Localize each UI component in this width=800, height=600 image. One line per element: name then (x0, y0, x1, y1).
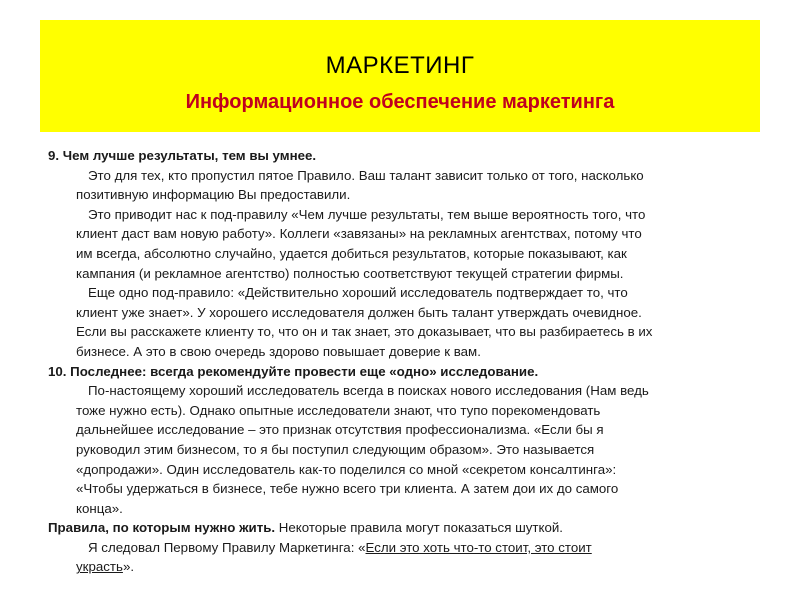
rule9-text-line: клиент уже знает». У хорошего исследователя должен быть талант утверждать очевидное. (76, 304, 642, 320)
rules-prefix: Я следовал Первому Правилу Маркетинга: « (88, 539, 366, 555)
rule9-text-line: им всегда, абсолютно случайно, удается добиться результатов, которые показывают, как (76, 245, 627, 261)
rule10-text-line: руководил этим бизнесом, то я бы поступил следующим образом». Это называется (76, 441, 595, 457)
rules-text-line (48, 538, 760, 558)
rule10-text-line: «Чтобы удержаться в бизнесе, тебе нужно всего три клиента. А затем дои их до самого (76, 481, 619, 497)
rule10-text-line: По-настоящему хороший исследователь всегда в поисках нового исследования (Нам ведь (88, 383, 649, 399)
rule9-text-line: Это для тех, кто пропустил пятое Правило. Ваш талант зависит только от того, насколько (88, 167, 644, 183)
page-subtitle: Информационное обеспечение маркетинга (185, 91, 615, 113)
rules-line (48, 518, 760, 538)
rule9-text-line: позитивную информацию Вы предоставили. (76, 187, 351, 203)
rules-text-line (48, 557, 760, 577)
quote-link-continued[interactable]: украсть (76, 559, 123, 575)
rule9-text-line: Это приводит нас к под-правилу «Чем лучше результаты, тем выше вероятность того, что (88, 206, 646, 222)
quote-link[interactable]: Если это хоть что-то стоит, это стоит (365, 539, 592, 555)
rule9-text-line: клиент даст вам новую работу». Коллеги «завязаны» на рекламных агентствах, потому что (76, 226, 642, 242)
rule10-text-line: конца». (76, 500, 123, 516)
rules-heading: Правила, по которым нужно жить. (48, 520, 276, 536)
rules-suffix: ». (122, 559, 135, 575)
rule10-text-line: «допродажи». Один исследователь как-то поделился со мной «секретом консалтинга»: (76, 461, 617, 477)
rule9-heading: 9. Чем лучше результаты, тем вы умнее. (48, 148, 317, 163)
slide-body (48, 146, 760, 577)
rules-heading-tail: Некоторые правила могут показаться шуткой. (275, 520, 563, 536)
rule9-text-line: кампания (и рекламное агентство) полностью соответствуют текущей стратегии фирмы. (76, 265, 624, 281)
rule10-text-line: тоже нужно есть). Однако опытные исследователи знают, что тупо порекомендовать (76, 402, 601, 418)
rule9-text-line: бизнесе. А это в свою очередь здорово повышает доверие к вам. (76, 343, 481, 359)
rule9-text-line: Если вы расскажете клиенту то, что он и так знает, это доказывает, что вы разбираетесь в их (76, 324, 653, 340)
rule10-text-line: дальнейшее исследование – это признак отсутствия профессионализма. «Если бы я (76, 422, 604, 438)
rule9-text-line: Еще одно под-правило: «Действительно хороший исследователь подтверждает то, что (88, 285, 628, 301)
rule10-heading: 10. Последнее: всегда рекомендуйте провести еще «одно» исследование. (48, 363, 539, 379)
title-banner (40, 20, 760, 132)
page-title: МАРКЕТИНГ (325, 52, 475, 79)
